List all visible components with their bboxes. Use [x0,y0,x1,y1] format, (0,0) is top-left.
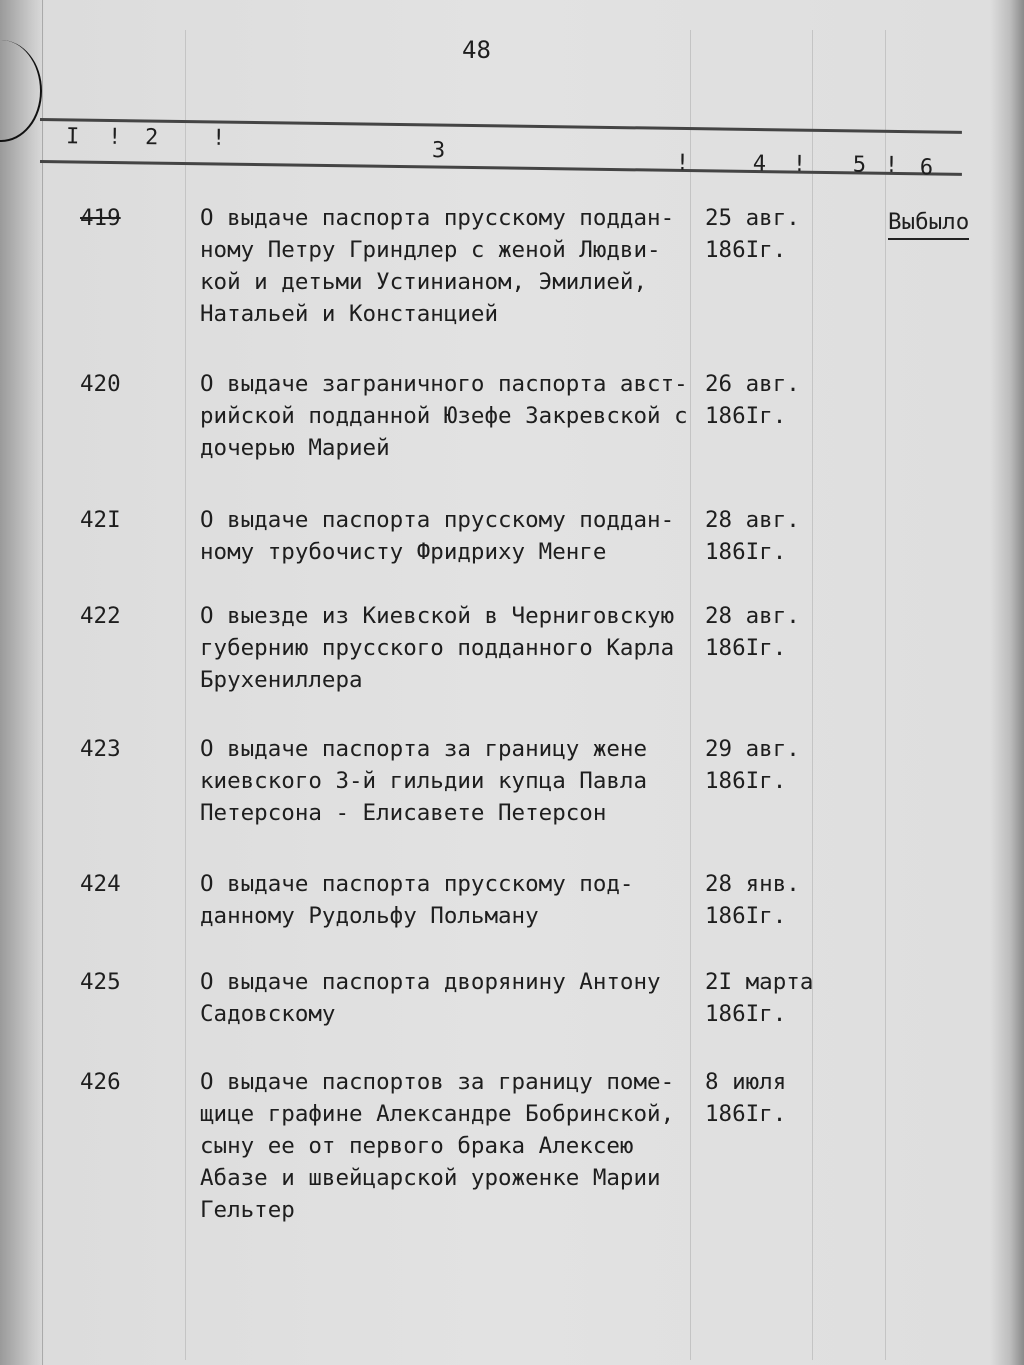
entry-number: 420 [80,371,121,397]
header-separator: ! [792,151,807,178]
entry-description: О выдаче заграничного паспорта авст- рийской подданной Юзефе Закревской с дочерью Марией [200,371,688,461]
entry-date: 26 авг. 186Iг. [705,371,800,429]
entry-description: О выдаче паспорта прусскому под- данному Рудольфу Польману [200,871,634,929]
header-separator: ! [211,125,226,151]
entry-number: 419 [80,205,121,231]
entry-number: 422 [80,603,121,629]
page-number: 48 [462,36,491,64]
entry-number: 42I [80,507,121,533]
entry-date: 28 авг. 186Iг. [705,507,800,565]
header-col-3: 3 [431,138,446,164]
entry-date: 29 авг. 186Iг. [705,736,800,794]
column-rule [885,30,886,1360]
entry-note: Выбыло [888,206,969,240]
header-col-4: 4 [752,151,767,177]
header-separator: ! [107,124,122,150]
entry-description: О выдаче паспортов за границу поме- щице графине Александре Бобринской, сыну ее от первого брака Алексею Абазе и швейцарской уроженке Марии Гельтер [200,1069,675,1223]
column-header-row [40,124,970,181]
header-separator: ! [675,150,690,176]
column-rule [185,30,186,1360]
header-col-1: I [65,124,80,150]
header-separator: ! [884,152,899,178]
column-rule [812,30,813,1360]
page-binding-edge [0,0,43,1365]
entry-description: О выдаче паспорта дворянину Антону Садовскому [200,969,661,1027]
entry-number: 424 [80,871,121,897]
entry-date: 28 авг. 186Iг. [705,603,800,661]
entry-number: 423 [80,736,121,762]
header-col-2: 2 [144,125,159,151]
entry-description: О выдаче паспорта прусскому поддан- ному трубочисту Фридриху Менге [200,507,675,565]
entry-number: 425 [80,969,121,995]
entry-description: О выдаче паспорта за границу жене киевского 3-й гильдии купца Павла Петерсона - Елисавете Петерсон [200,736,648,826]
column-rule [690,30,691,1360]
header-col-5: 5 [852,152,867,178]
entry-date: 25 авг. 186Iг. [705,205,800,263]
entry-description: О выдаче паспорта прусскому поддан- ному Петру Гриндлер с женой Людви- кой и детьми Устинианом, Эмилией, Натальей и Констанцией [200,205,675,327]
entry-date: 28 янв. 186Iг. [705,871,800,929]
entry-date: 2I марта 186Iг. [705,969,814,1027]
header-col-6: 6 [919,155,934,181]
entry-date: 8 июля 186Iг. [705,1069,787,1127]
entry-description: О выезде из Киевской в Черниговскую губернию прусского подданного Карла Брухениллера [200,603,675,693]
entry-number: 426 [80,1069,121,1095]
